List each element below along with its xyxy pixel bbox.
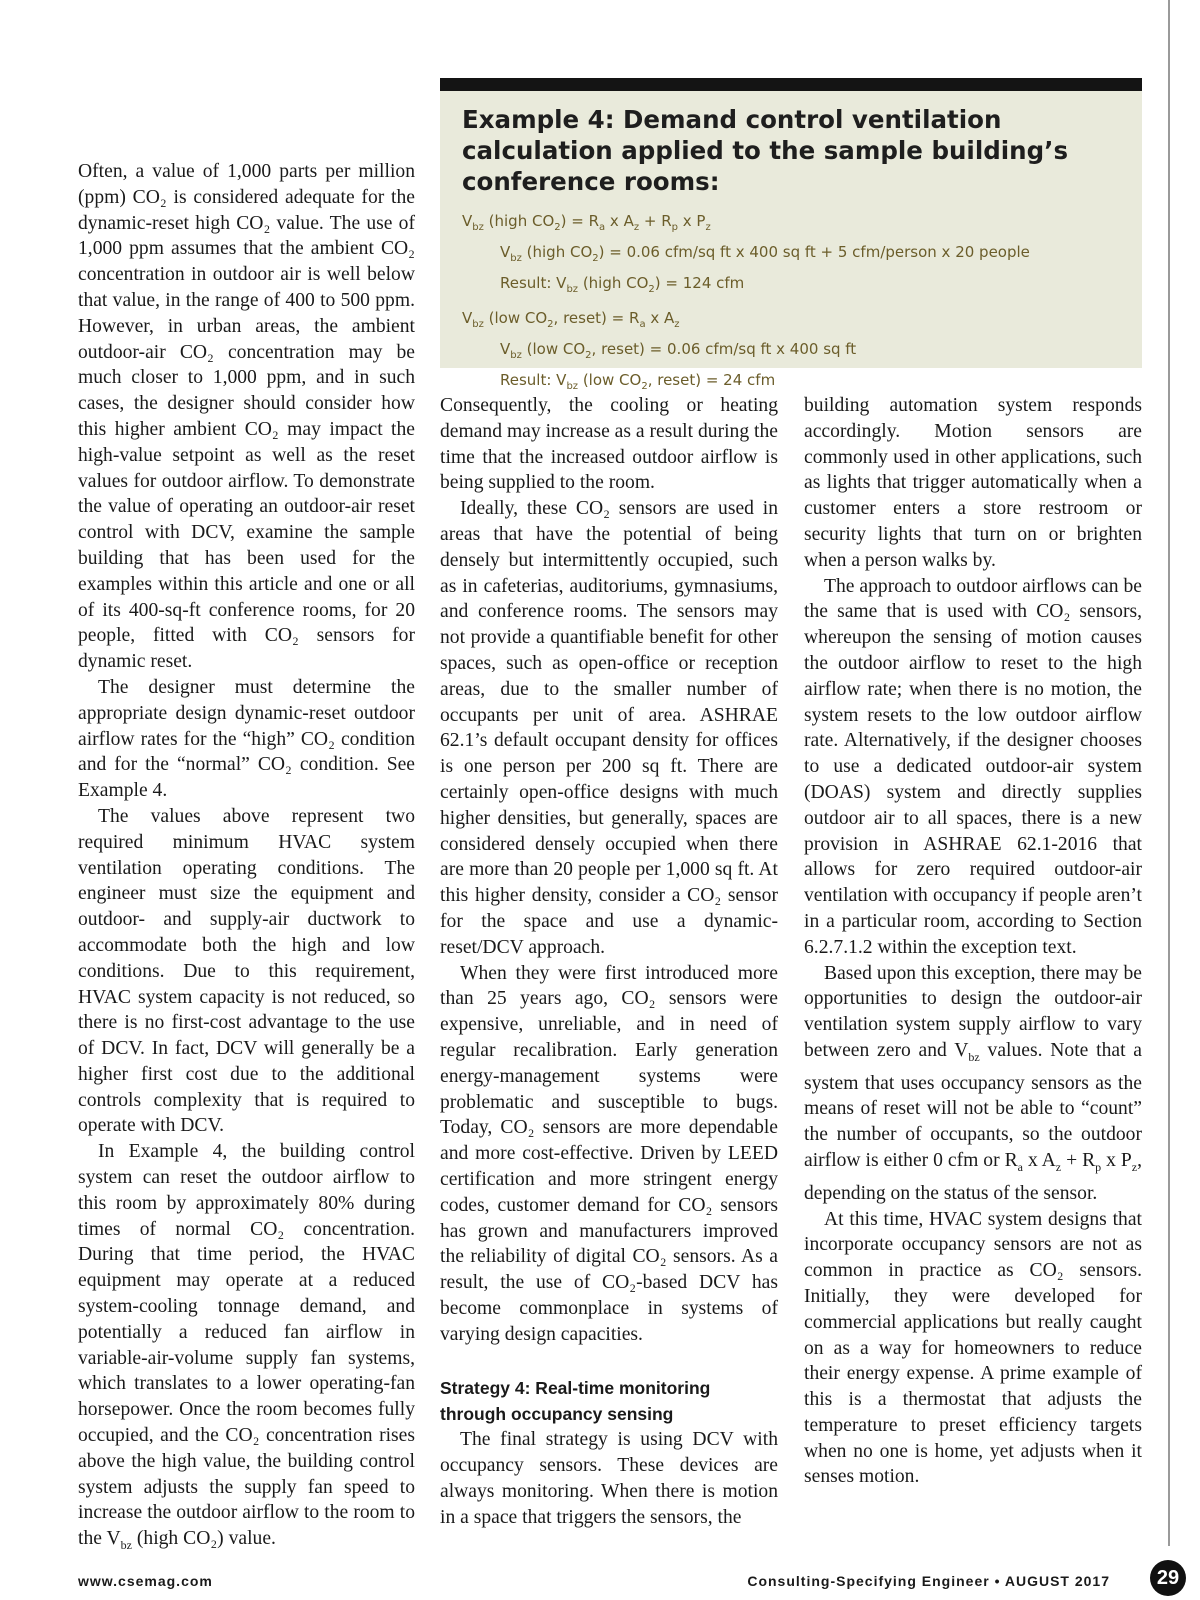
footer-website: www.csemag.com (78, 1573, 213, 1589)
example-top-bar (440, 78, 1142, 91)
paragraph: Based upon this exception, there may be opportunities to design the outdoor-air ventilation system supply airflow to vary between zero and $V_{bz}$ values. Note that a system that uses occupancy sensors as the means of reset will not be able to “count” the number of occupants, so the outdoor airflow is either 0 cfm or $R_a$ x $A_z + R_p$ x $P_z$, depending on the status of the sensor. (804, 962, 1143, 1204)
page-edge-rule (1168, 0, 1170, 1546)
paragraph: Ideally, these CO₂ sensors are used in areas that have the potential of being densely but intermittently occupied, such as in cafeterias, auditoriums, gymnasiums, and conference rooms. The sensors may not provide a quantifiable benefit for other spaces, such as open-office or reception areas, due to the smaller number of occupants per unit of area. ASHRAE 62.1’s default occupant density for offices is one person per 200 sq ft. There are certainly open-office designs with much higher densities, but generally, spaces are considered densely occupied when there are more than 20 people per 1,000 sq ft. At this higher density, consider a CO₂ sensor for the space and use a dynamic-reset/DCV approach. (440, 498, 778, 958)
paragraph: The designer must determine the appropriate design dynamic-reset outdoor airflow rates for the “high” CO₂ condition and for the “normal” CO₂ condition. See Example 4. (78, 676, 415, 802)
paragraph: Consequently, the cooling or heating demand may increase as a result during the time that the increased outdoor airflow is being supplied to the room. (440, 395, 778, 494)
equation-line-4: $V_{bz}$ (low $CO_2$, reset) = $R_a$ x $A_z$ (462, 309, 680, 330)
text-column-1 (78, 159, 415, 1559)
footer-publication: Consulting-Specifying Engineer • AUGUST 2017 (747, 1573, 1110, 1589)
example-equations (462, 209, 1142, 399)
paragraph: The values above represent two required minimum HVAC system ventilation operating conditions. The engineer must size the equipment and outdoor- and supply-air ductwork to accommodate both the high and low conditions. Due to this requirement, HVAC system capacity is not reduced, so there is no first-cost advantage to the use of DCV. In fact, DCV will generally be a higher first cost due to the additional controls complexity that is required to operate with DCV. (78, 805, 415, 1137)
section-heading: Strategy 4: Real-time monitoring through occupancy sensing (440, 1378, 711, 1425)
paragraph: When they were first introduced more than 25 years ago, CO₂ sensors were expensive, unreliable, and in need of regular recalibration. Early generation energy-management systems were problematic and susceptible to bugs. Today, CO₂ sensors are more dependable and more cost-effective. Driven by LEED certification and more stringent energy codes, customer demand for CO₂ sensors has grown and manufacturers improved the reliability of digital CO₂ sensors. As a result, the use of CO₂-based DCV has become commonplace in systems of varying design capacities. (440, 962, 778, 1345)
equation-line-1: $V_{bz}$ (high $CO_2) = R_a$ x $A_z + R_p$ x $P_z$ (462, 212, 711, 233)
paragraph: building automation system responds accordingly. Motion sensors are commonly used in other applications, such as lights that trigger automatically when a customer enters a store restroom or security lights that turn on or brighten when a person walks by. (804, 395, 1142, 571)
paragraph: The approach to outdoor airflows can be the same that is used with CO₂ sensors, whereupon the sensing of motion causes the outdoor airflow to reset to the high airflow rate; when there is no motion, the system resets to the low outdoor airflow rate. Alternatively, if the designer chooses to use a dedicated outdoor-air system (DOAS) system and directly supplies outdoor air to all spaces, there is a new provision in ASHRAE 62.1-2016 that allows for zero required outdoor-air ventilation with occupancy if people aren’t in a particular room, according to Section 6.2.7.1.2 within the exception text. (804, 575, 1142, 958)
text-column-2 (440, 393, 778, 1531)
equation-line-5: $V_{bz}$ (low $CO_2$, reset) = 0.06 cfm/sq ft x 400 sq ft (500, 340, 857, 361)
text-column-3 (804, 393, 1142, 1490)
equation-result-low: Result: $V_{bz}$ (low $CO_2$, reset) = 24 cfm (500, 371, 776, 392)
paragraph: At this time, HVAC system designs that incorporate occupancy sensors are not as common in practice as CO₂ sensors. Initially, they were developed for commercial applications but really caught on as a way for homeowners to reduce their energy expense. A prime example of this is a thermostat that adjusts the temperature to preset efficiency targets when no one is home, yet adjusts when it senses motion. (804, 1208, 1142, 1488)
paragraph: Often, a value of 1,000 parts per million (ppm) CO₂ is considered adequate for the dynamic-reset high CO₂ value. The use of 1,000 ppm assumes that the ambient CO₂ concentration in outdoor air is well below that value, in the range of 400 to 500 ppm. However, in urban areas, the ambient outdoor-air CO₂ concentration may be much closer to 1,000 ppm, and in such cases, the designer should consider how this higher ambient CO₂ may impact the high-value setpoint as well as the reset values for outdoor airflow. To demonstrate the value of operating an outdoor-air reset control with DCV, examine the sample building that has been used for the examples within this article and one or all of its 400-sq-ft conference rooms, for 20 people, fitted with CO₂ sensors for dynamic reset. (78, 161, 415, 673)
example-4-box (440, 78, 1142, 392)
page-number-badge: 29 (1150, 1560, 1186, 1596)
equation-result-high: Result: $V_{bz}$ (high $CO_2) = 124$ cfm (500, 274, 745, 295)
paragraph: In Example 4, the building control system can reset the outdoor airflow to this room by approximately 80% during times of normal CO₂ concentration. During that time period, the HVAC equipment may operate at a reduced system-cooling tonnage demand, and potentially a reduced fan airflow in variable-air-volume supply fan systems, which translates to a lower operating-fan horsepower. Once the room becomes fully occupied, and the CO₂ concentration rises above the high value, the building control system adjusts the supply fan speed to increase the outdoor airflow to the room to the $V_{bz}$ (high CO₂) value. (78, 1141, 415, 1553)
paragraph: The final strategy is using DCV with occupancy sensors. These devices are always monitoring. When there is motion in a space that triggers the sensors, the (440, 1429, 778, 1528)
example-title: Example 4: Demand control ventilation calculation applied to the sample building’s conference rooms: (462, 105, 1069, 196)
equation-line-2: $V_{bz}$ (high $CO_2) = 0.06$ cfm/sq ft x 400 sq ft + 5 cfm/person x 20 people (500, 243, 1030, 264)
